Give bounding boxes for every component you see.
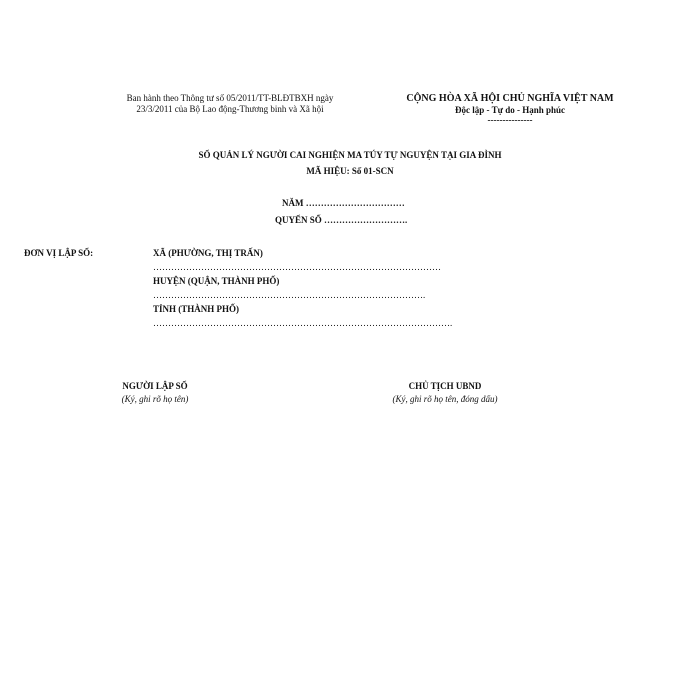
district-fill-line: ………………………………………………………………………………. — [153, 290, 426, 300]
commune-fill-line: …………………………………………………………………………………… — [153, 262, 441, 272]
chairman-title: CHỦ TỊCH UBND — [408, 381, 482, 391]
province-label: TỈNH (THÀNH PHỐ) — [153, 304, 240, 314]
signature-block-chairman — [340, 381, 550, 405]
document-code: MÃ HIỆU: Số 01-SCN — [306, 166, 394, 176]
issuance-note — [100, 93, 360, 115]
year-line: NĂM …………………………… — [282, 198, 405, 208]
national-header — [385, 93, 635, 124]
header-divider: --------------- — [487, 115, 533, 125]
district-label: HUYỆN (QUẬN, THÀNH PHỐ) — [153, 276, 280, 286]
issuance-line-2: 23/3/2011 của Bộ Lao động-Thương binh và Xã hội — [136, 104, 324, 114]
book-number-line: QUYỂN SỐ ………………………. — [275, 215, 408, 225]
preparer-note: (Ký, ghi rõ họ tên) — [121, 394, 189, 404]
preparer-title: NGƯỜI LẬP SỔ — [122, 381, 188, 391]
unit-label: ĐƠN VỊ LẬP SỔ: — [24, 248, 94, 258]
commune-label: XÃ (PHƯỜNG, THỊ TRẤN) — [153, 248, 263, 258]
signature-block-preparer — [80, 381, 230, 405]
chairman-note: (Ký, ghi rõ họ tên, đóng dấu) — [392, 394, 498, 404]
province-fill-line: ………………………………………………………………………………………. — [153, 318, 453, 328]
document-title: SỔ QUẢN LÝ NGƯỜI CAI NGHIỆN MA TÚY TỰ NGUYỆN TẠI GIA ĐÌNH — [198, 150, 502, 160]
country-name: CỘNG HÒA XÃ HỘI CHỦ NGHĨA VIỆT NAM — [406, 93, 614, 104]
motto: Độc lập - Tự do - Hạnh phúc — [454, 105, 565, 115]
issuance-line-1: Ban hành theo Thông tư số 05/2011/TT-BLĐTBXH ngày — [126, 93, 334, 103]
